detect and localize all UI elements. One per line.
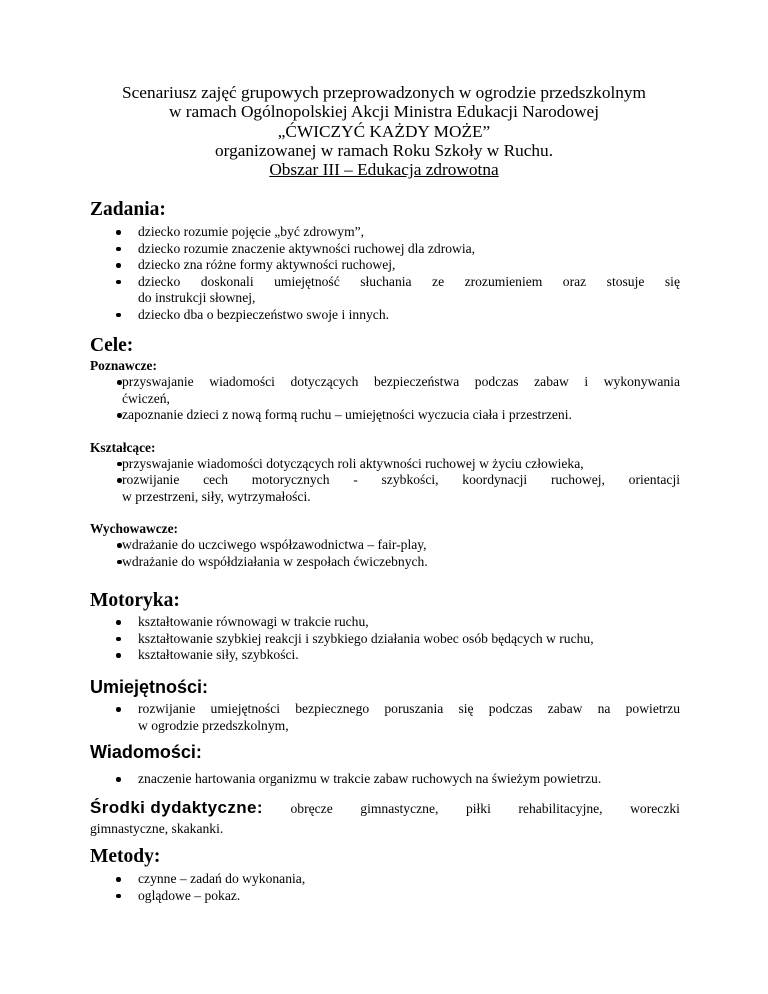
heading-umiejetnosci: Umiejętności: bbox=[90, 677, 209, 697]
list-item: znaczenie hartowania organizmu w trakcie zabaw ruchowych na świeżym powietrzu. bbox=[90, 771, 680, 788]
title-line-4: organizowanej w ramach Roku Szkoły w Ruchu. bbox=[214, 140, 554, 160]
list-item: kształtowanie siły, szybkości. bbox=[90, 647, 680, 664]
srodki-line-1: Środki dydaktyczne: obręcze gimnastyczne, piłki rehabilitacyjne, woreczki bbox=[90, 798, 680, 817]
list-item: rozwijanie umiejętności bezpiecznego poruszania się podczas zabaw na powietrzu bbox=[90, 701, 680, 718]
list-item: przyswajanie wiadomości dotyczących bezpieczeństwa podczas zabaw i wykonywania bbox=[90, 374, 680, 391]
srodki-line-2: gimnastyczne, skakanki. bbox=[90, 821, 224, 836]
heading-cele: Cele: bbox=[90, 335, 134, 356]
list-item: dziecko rozumie pojęcie „być zdrowym”, bbox=[90, 224, 680, 241]
heading-wiadomosci: Wiadomości: bbox=[90, 742, 202, 762]
heading-metody: Metody: bbox=[90, 846, 161, 867]
section-srodki bbox=[90, 798, 680, 839]
list-item-continuation: w ogrodzie przedszkolnym, bbox=[138, 717, 289, 733]
section-zadania bbox=[90, 199, 680, 323]
wychowawcze-list bbox=[90, 537, 680, 570]
heading-zadania: Zadania: bbox=[90, 199, 166, 220]
heading-motoryka: Motoryka: bbox=[90, 590, 180, 611]
umiejetnosci-list bbox=[90, 701, 680, 734]
motoryka-list bbox=[90, 614, 680, 664]
section-metody bbox=[90, 846, 680, 904]
section-motoryka bbox=[90, 590, 680, 664]
list-item: oglądowe – pokaz. bbox=[90, 888, 680, 905]
zadania-list bbox=[90, 224, 680, 323]
section-umiejetnosci bbox=[90, 676, 680, 734]
list-item: dziecko doskonali umiejętność słuchania ze zrozumieniem oraz stosuje się bbox=[90, 274, 680, 291]
section-wiadomosci bbox=[90, 741, 680, 788]
title-line-2: w ramach Ogólnopolskiej Akcji Ministra Edukacji Narodowej bbox=[168, 102, 599, 122]
list-item: wdrażanie do współdziałania w zespołach ćwiczebnych. bbox=[90, 554, 680, 571]
list-item-continuation: w przestrzeni, siły, wytrzymałości. bbox=[122, 488, 311, 504]
subheading-wychowawcze: Wychowawcze: bbox=[90, 521, 178, 536]
srodki-label: Środki dydaktyczne: bbox=[90, 798, 263, 817]
subheading-ksztalcace: Kształcące: bbox=[90, 439, 156, 455]
list-item: dziecko dba o bezpieczeństwo swoje i innych. bbox=[90, 307, 680, 324]
poznawcze-list bbox=[90, 374, 680, 424]
subheading-poznawcze: Poznawcze: bbox=[90, 358, 157, 373]
list-item-continuation: ćwiczeń, bbox=[122, 390, 170, 406]
wiadomosci-list bbox=[90, 771, 680, 788]
list-item: przyswajanie wiadomości dotyczących roli aktywności ruchowej w życiu człowieka, bbox=[90, 456, 680, 473]
list-item: rozwijanie cech motorycznych - szybkości, koordynacji ruchowej, orientacji bbox=[90, 472, 680, 489]
list-item: zapoznanie dzieci z nową formą ruchu – umiejętności wyczucia ciała i przestrzeni. bbox=[90, 407, 680, 424]
list-item: kształtowanie równowagi w trakcie ruchu, bbox=[90, 614, 680, 631]
title-line-1: Scenariusz zajęć grupowych przeprowadzonych w ogrodzie przedszkolnym bbox=[122, 83, 646, 102]
document-title bbox=[0, 83, 768, 179]
list-item: kształtowanie szybkiej reakcji i szybkiego działania wobec osób będących w ruchu, bbox=[90, 631, 680, 648]
section-cele bbox=[90, 335, 680, 570]
list-item-continuation: do instrukcji słownej, bbox=[138, 290, 256, 305]
title-line-3: „ĆWICZYĆ KAŻDY MOŻE” bbox=[277, 121, 491, 141]
list-item: czynne – zadań do wykonania, bbox=[90, 871, 680, 888]
ksztalcace-list bbox=[90, 456, 680, 506]
title-line-5: Obszar III – Edukacja zdrowotna bbox=[269, 160, 499, 180]
list-item: dziecko rozumie znaczenie aktywności ruchowej dla zdrowia, bbox=[90, 241, 680, 258]
list-item: dziecko zna różne formy aktywności ruchowej, bbox=[90, 257, 680, 274]
metody-list bbox=[90, 871, 680, 904]
list-item: wdrażanie do uczciwego współzawodnictwa – fair-play, bbox=[90, 537, 680, 554]
